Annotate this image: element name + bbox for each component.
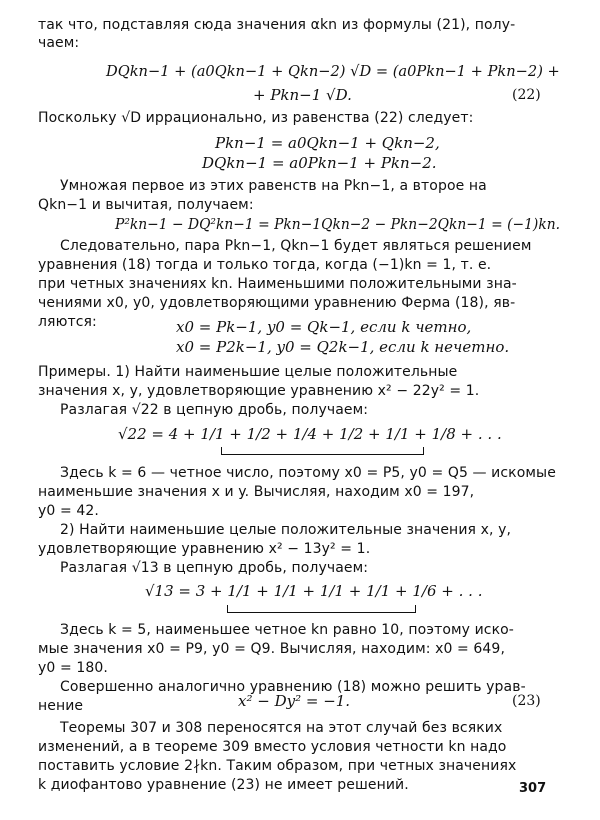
page-number: 307 [519,781,547,796]
equation: DQkn−1 = a0Pkn−1 + Pkn−2. [202,154,437,172]
text-line: Совершенно аналогично уравнению (18) можно решить урав- [60,679,526,695]
text-line: уравнения (18) тогда и только тогда, когда (−1)kn = 1, т. е. [38,257,492,273]
equation-22-line1: DQkn−1 + (a0Qkn−1 + Qkn−2) √D = (a0Pkn−1 + Pkn−2) + [106,62,560,80]
continued-fraction-sqrt13: √13 = 3 + 1/1 + 1/1 + 1/1 + 1/1 + 1/6 + . . . [145,582,483,600]
text-line: Умножая первое из этих равенств на Pkn−1, а второе на [60,178,487,194]
text-line: Здесь k = 5, наименьшее четное kn равно 10, поэтому иско- [60,622,514,638]
text-line: 2) Найти наименьшие целые положительные значения x, y, [60,522,512,538]
text-line: Разлагая √22 в цепную дробь, получаем: [60,402,369,418]
text-line: Qkn−1 и вычитая, получаем: [38,197,254,213]
text-line: так что, подставляя сюда значения αkn из формулы (21), полу- [38,17,516,33]
equation-22-line2: + Pkn−1 √D. [253,86,352,104]
text-line: значения x, y, удовлетворяющие уравнению x² − 22y² = 1. [38,383,480,399]
text-line: y0 = 180. [38,660,108,676]
text-line: Разлагая √13 в цепную дробь, получаем: [60,560,369,576]
text-line: чениями x0, y0, удовлетворяющими уравнению Ферма (18), яв- [38,295,516,311]
text-line: k диофантово уравнение (23) не имеет решений. [38,777,409,793]
equation: Pkn−1 = a0Qkn−1 + Qkn−2, [215,134,440,152]
text-line: поставить условие 2∤kn. Таким образом, при четных значениях [38,758,517,774]
text-line: при четных значениях kn. Наименьшими положительными зна- [38,276,517,292]
text-line: наименьшие значения x и y. Вычисляя, находим x0 = 197, [38,484,475,500]
text-line: чаем: [38,35,80,51]
period-bracket [227,605,416,613]
text-line: Следовательно, пара Pkn−1, Qkn−1 будет являться решением [60,238,532,254]
text-line: нение [38,698,84,714]
period-bracket [221,447,424,455]
text-line: мые значения x0 = P9, y0 = Q9. Вычисляя, находим: x0 = 649, [38,641,505,657]
text-line: изменений, а в теореме 309 вместо условия четности kn надо [38,739,507,755]
text-line: Здесь k = 6 — четное число, поэтому x0 = P5, y0 = Q5 — искомые [60,465,556,481]
continued-fraction-sqrt22: √22 = 4 + 1/1 + 1/2 + 1/4 + 1/2 + 1/1 + 1/8 + . . . [118,425,502,443]
text-line: ляются: [38,314,97,330]
text-line: Теоремы 307 и 308 переносятся на этот случай без всяких [60,720,503,736]
text-line: Примеры. 1) Найти наименьшие целые положительные [38,364,458,380]
equation: x0 = Pk−1, y0 = Qk−1, если k четно, [176,318,472,336]
equation: P²kn−1 − DQ²kn−1 = Pkn−1Qkn−2 − Pkn−2Qkn−1 = (−1)kn. [115,215,561,233]
text-line: Поскольку √D иррационально, из равенства (22) следует: [38,110,474,126]
equation: x0 = P2k−1, y0 = Q2k−1, если k нечетно. [176,338,510,356]
text-line: y0 = 42. [38,503,99,519]
equation-number: (22) [512,87,541,103]
equation-number: (23) [512,693,541,709]
text-line: удовлетворяющие уравнению x² − 13y² = 1. [38,541,371,557]
equation-23: x² − Dy² = −1. [238,692,351,710]
